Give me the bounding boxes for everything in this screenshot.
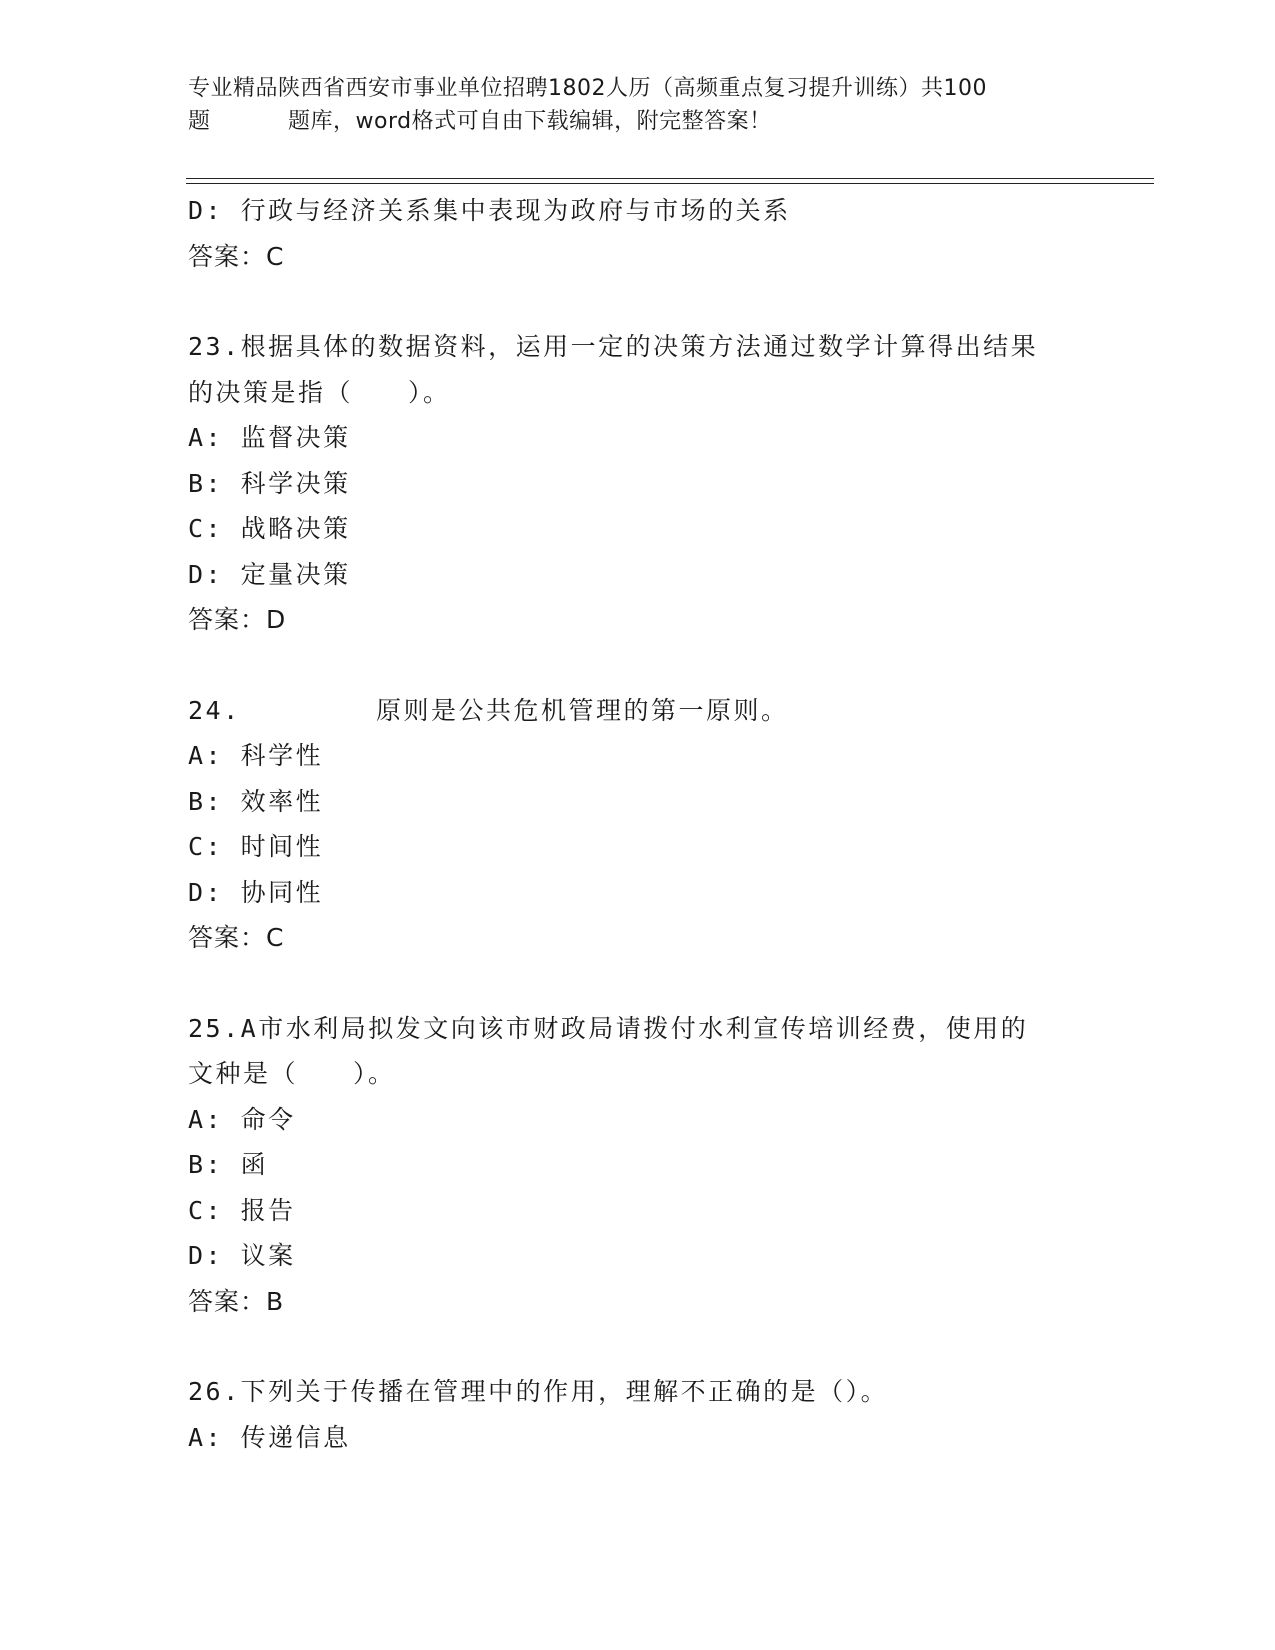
q23-stem-line1: 23.根据具体的数据资料，运用一定的决策方法通过数学计算得出结果 [188, 332, 1039, 361]
header-title-line1: 专业精品陕西省西安市事业单位招聘1802人历（高频重点复习提升训练）共100 [188, 76, 987, 101]
q25-option-d: D: 议案 [188, 1241, 296, 1270]
q23-answer: 答案：D [188, 605, 287, 634]
question-list [188, 188, 1088, 1460]
q24-stem [188, 688, 1088, 734]
q24-answer: 答案：C [188, 923, 285, 952]
header-divider-bottom [186, 183, 1154, 184]
q24-option-c: C: 时间性 [188, 832, 324, 861]
q25-stem-line1: 25.A市水利局拟发文向该市财政局请拨付水利宣传培训经费，使用的 [188, 1013, 1029, 1043]
q25-answer: 答案：B [188, 1286, 285, 1316]
header-title-line2-lead: 题 [188, 109, 211, 134]
header-title-line2-rest: 题库，word格式可自由下载编辑，附完整答案！ [288, 109, 772, 134]
q22-answer: 答案：C [188, 241, 285, 271]
q25-option-a: A: 命令 [188, 1104, 296, 1134]
header-divider-top [186, 178, 1154, 179]
q22-option-d: D: 行政与经济关系集中表现为政府与市场的关系 [188, 196, 791, 225]
q23-option-b: B: 科学决策 [188, 468, 351, 498]
spacer [188, 961, 1088, 1006]
q25-option-c: C: 报告 [188, 1195, 296, 1225]
q24-option-d: D: 协同性 [188, 877, 324, 907]
q25-stem-line2: 文种是（ ）。 [188, 1059, 396, 1088]
q24-stem-text: 原则是公共危机管理的第一原则。 [376, 695, 789, 725]
spacer [188, 279, 1088, 324]
q23-option-c: C: 战略决策 [188, 514, 351, 543]
q26-stem: 26.下列关于传播在管理中的作用，理解不正确的是（）。 [188, 1377, 889, 1406]
spacer [188, 643, 1088, 688]
document-header [188, 72, 1068, 138]
q24-number: 24. [188, 695, 241, 725]
header-title-line2 [188, 105, 1068, 138]
q26-option-a: A: 传递信息 [188, 1422, 351, 1452]
q23-option-a: A: 监督决策 [188, 423, 351, 452]
q25-option-b: B: 函 [188, 1150, 269, 1179]
q23-option-d: D: 定量决策 [188, 559, 351, 589]
q23-stem-line2: 的决策是指（ ）。 [188, 377, 451, 407]
spacer [188, 1324, 1088, 1369]
q24-option-b: B: 效率性 [188, 786, 324, 816]
q24-option-a: A: 科学性 [188, 741, 324, 770]
